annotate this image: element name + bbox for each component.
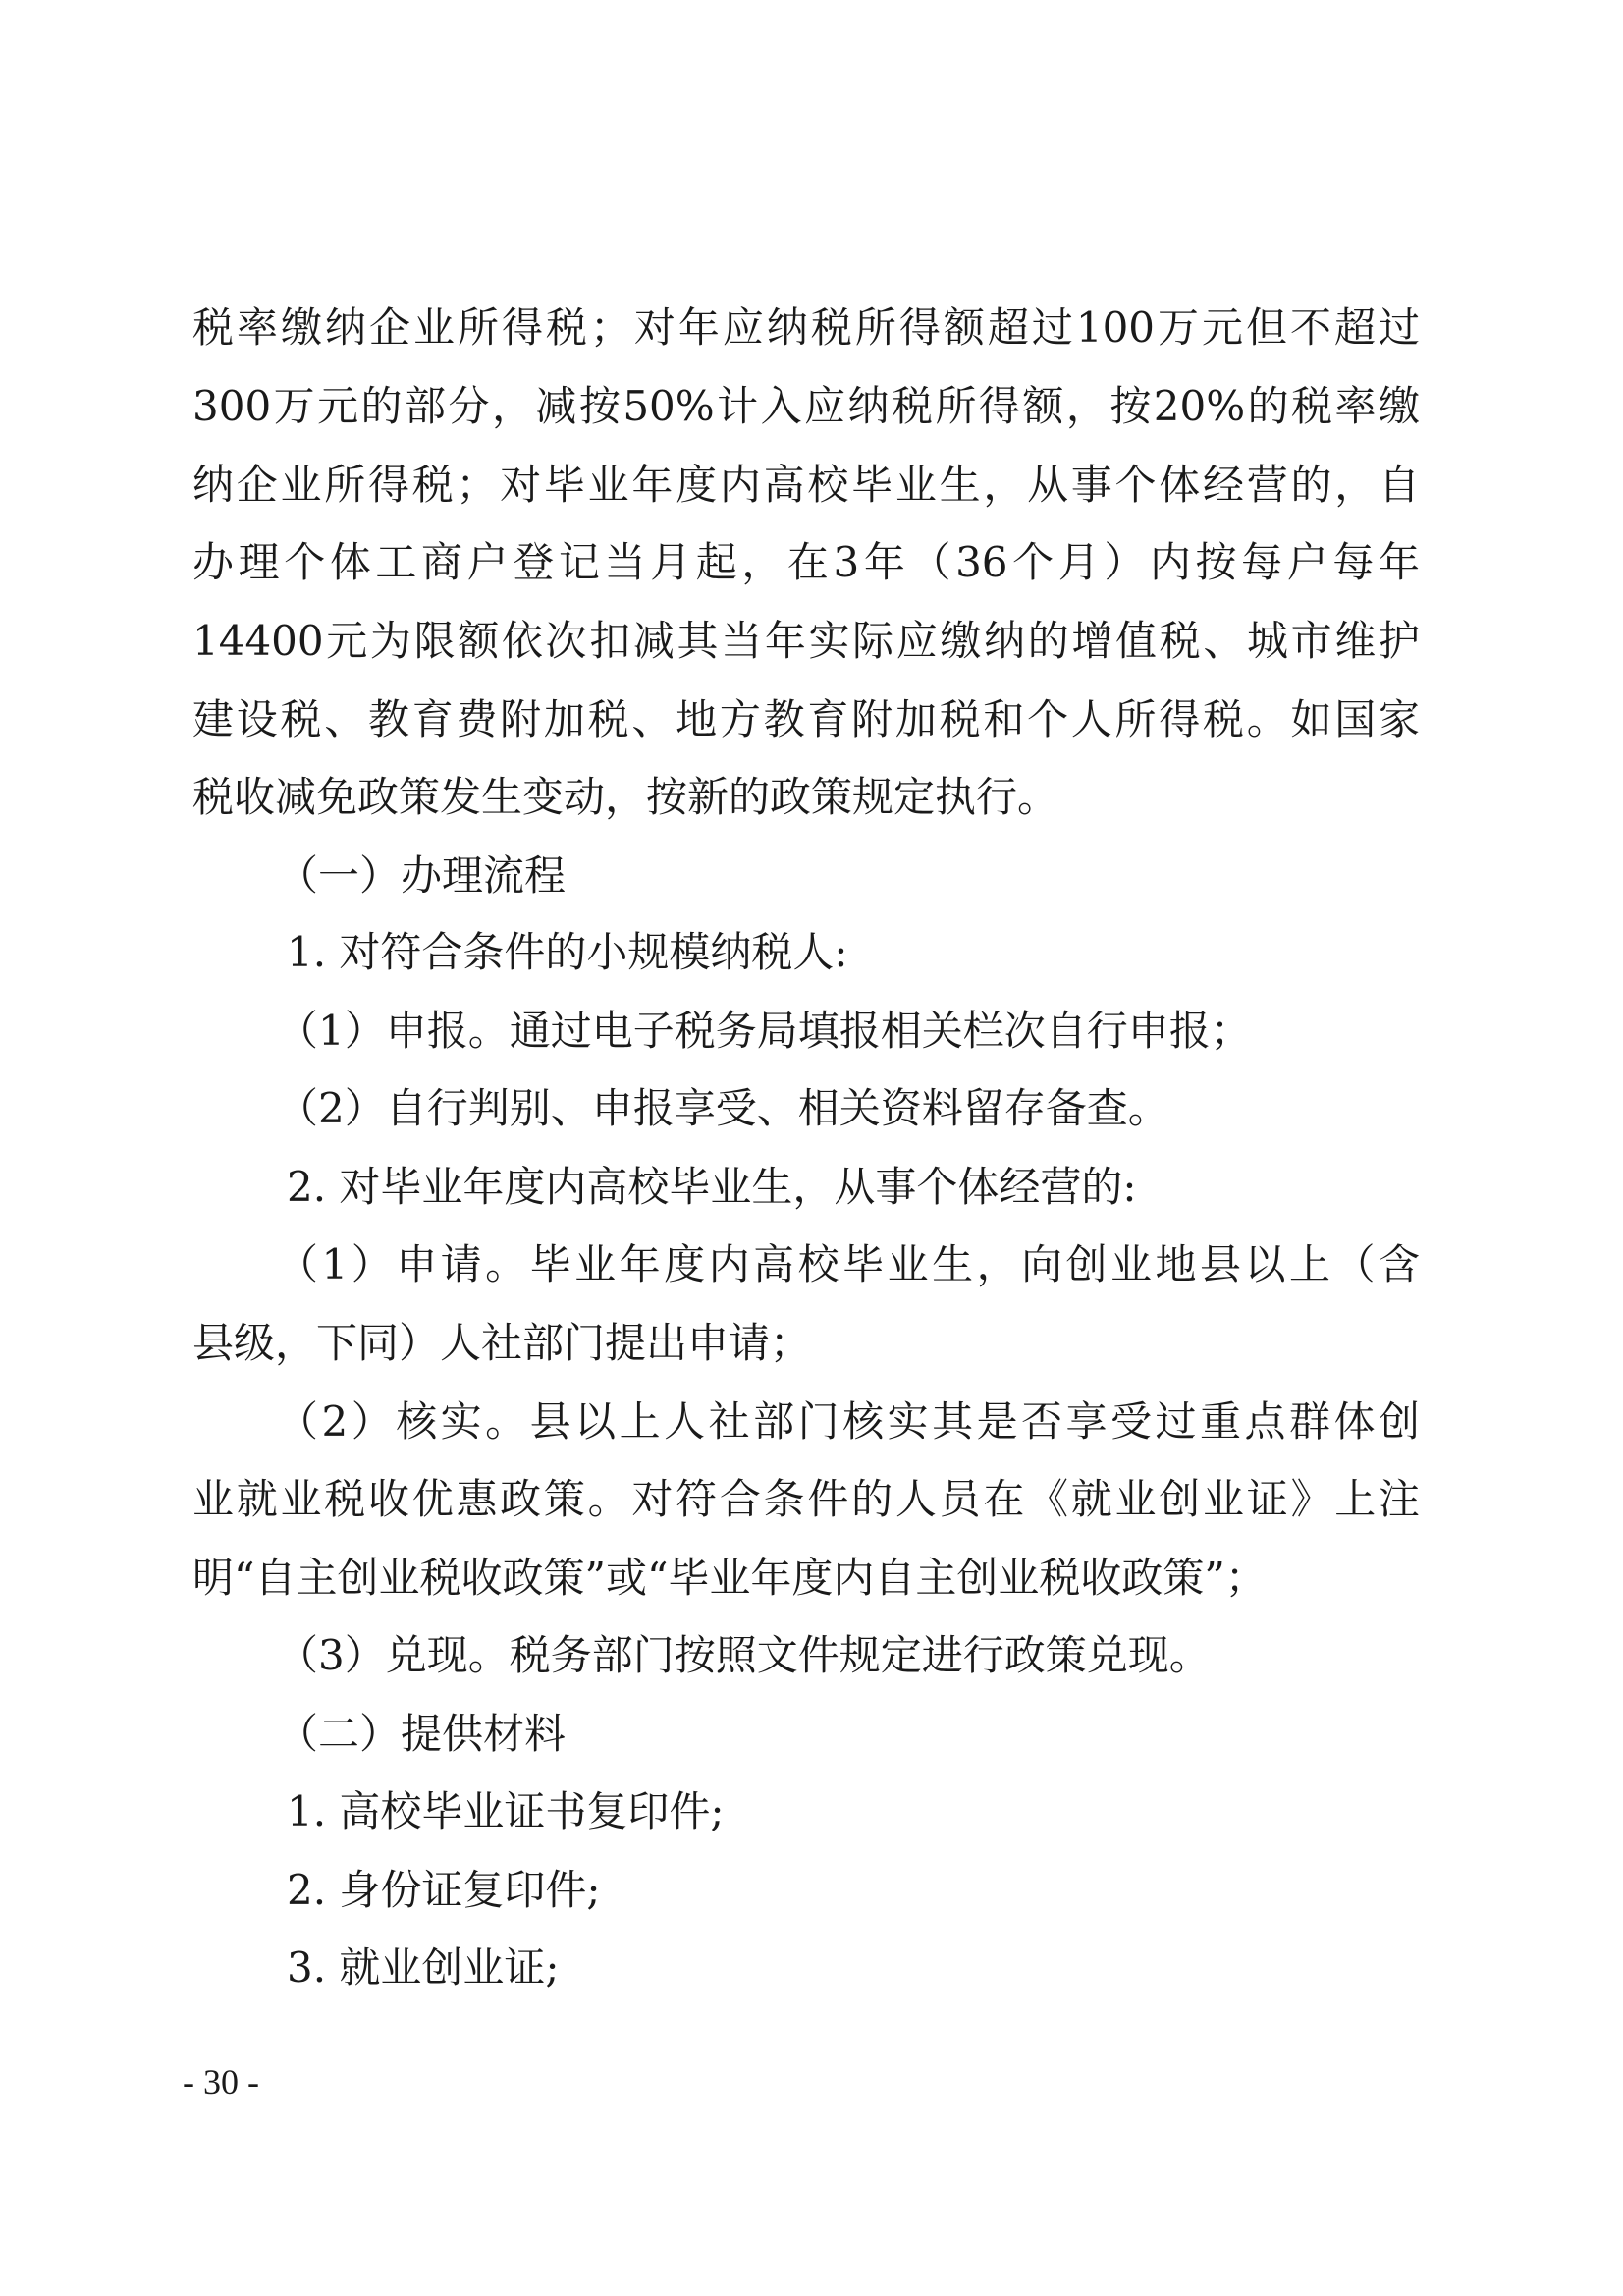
page-number: - 30 -: [183, 2062, 259, 2102]
paragraph-line: 300万元的部分，减按50%计入应纳税所得额，按20%的税率缴: [192, 382, 1420, 430]
step-line: 业就业税收优惠政策。对符合条件的人员在《就业创业证》上注: [192, 1475, 1420, 1523]
list-item: 2. 身份证复印件;: [287, 1866, 601, 1914]
list-item: 3. 就业创业证;: [287, 1943, 560, 1992]
step-line: （3）兑现。税务部门按照文件规定进行政策兑现。: [277, 1631, 1211, 1679]
step-line: （2）自行判别、申报享受、相关资料留存备查。: [277, 1084, 1169, 1132]
paragraph-line: 纳企业所得税；对毕业年度内高校毕业生，从事个体经营的，自: [192, 461, 1420, 509]
list-item-title: 2. 对毕业年度内高校毕业生，从事个体经营的:: [287, 1163, 1137, 1211]
section-heading: （一）办理流程: [277, 851, 567, 900]
list-item-title: 1. 对符合条件的小规模纳税人:: [287, 928, 848, 976]
list-item: 1. 高校毕业证书复印件;: [287, 1787, 725, 1835]
paragraph-line: 14400元为限额依次扣减其当年实际应缴纳的增值税、城市维护: [192, 617, 1420, 665]
section-heading: （二）提供材料: [277, 1710, 567, 1758]
step-line: 明“自主创业税收政策”或“毕业年度内自主创业税收政策”；: [192, 1554, 1267, 1602]
paragraph-line: 税率缴纳企业所得税；对年应纳税所得额超过100万元但不超过: [192, 303, 1420, 352]
step-line: （1）申报。通过电子税务局填报相关栏次自行申报；: [277, 1007, 1252, 1055]
paragraph-line: 税收减免政策发生变动，按新的政策规定执行。: [192, 773, 1059, 821]
step-line: （2）核实。县以上人社部门核实其是否享受过重点群体创: [277, 1397, 1420, 1446]
paragraph-line: 建设税、教育费附加税、地方教育附加税和个人所得税。如国家: [192, 695, 1420, 743]
step-line: （1）申请。毕业年度内高校毕业生，向创业地县以上（含: [277, 1240, 1420, 1288]
step-line: 县级，下同）人社部门提出申请；: [192, 1319, 812, 1367]
paragraph-line: 办理个体工商户登记当月起，在3年（36个月）内按每户每年: [192, 538, 1420, 586]
